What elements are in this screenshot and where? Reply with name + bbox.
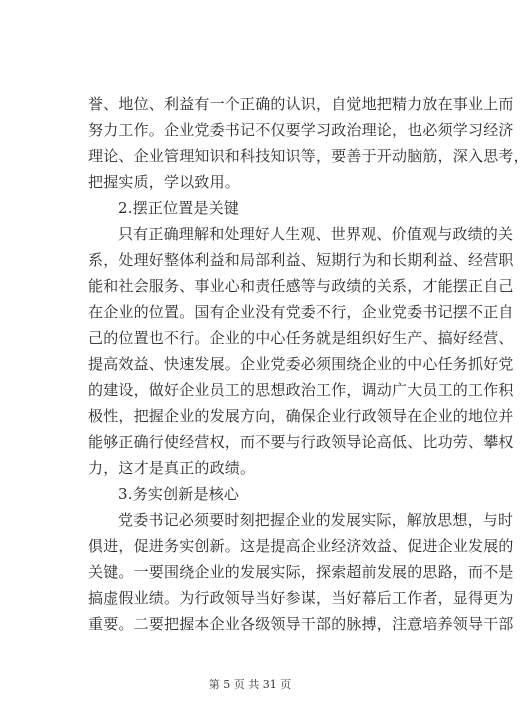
text-line: 只有正确理解和处理好人生观、世界观、价值观与政绩的关: [118, 225, 514, 243]
text-line: 己的位置也不行。企业的中心任务就是组织好生产、搞好经营、: [88, 329, 514, 347]
text-line: 在企业的位置。国有企业没有党委不行，企业党委书记摆不正自: [88, 303, 514, 321]
text-line: 力，这才是真正的政绩。: [88, 459, 256, 477]
text-line: 重要。二要把握本企业各级领导干部的脉搏，注意培养领导干部: [88, 615, 514, 633]
page-number: 第 5 页 共 31 页: [208, 678, 292, 691]
text-line: 誉、地位、利益有一个正确的认识，自觉地把精力放在事业上而: [88, 95, 514, 113]
text-line: 能和社会服务、事业心和责任感等与政绩的关系，才能摆正自己: [88, 277, 514, 295]
text-line: 能够正确行使经营权，而不要与行政领导论高低、比功劳、攀权: [88, 433, 514, 451]
text-line: 关键。一要围绕企业的发展实际，探索超前发展的思路，而不是: [88, 563, 514, 581]
text-line: 的建设，做好企业员工的思想政治工作，调动广大员工的工作积: [88, 381, 514, 399]
text-line: 理论、企业管理知识和科技知识等，要善于开动脑筋，深入思考，: [88, 147, 529, 165]
section-heading: 2.摆正位置是关键: [118, 199, 240, 217]
text-line: 极性，把握企业的发展方向，确保企业行政领导在企业的地位并: [88, 407, 514, 425]
text-line: 搞虚假业绩。为行政领导当好参谋，当好幕后工作者，显得更为: [88, 589, 514, 607]
text-line: 俱进，促进务实创新。这是提高企业经济效益、促进企业发展的: [88, 537, 514, 555]
text-line: 把握实质，学以致用。: [88, 173, 241, 191]
text-line: 努力工作。企业党委书记不仅要学习政治理论，也必须学习经济: [88, 121, 514, 139]
text-line: 系，处理好整体利益和局部利益、短期行为和长期利益、经营职: [88, 251, 514, 269]
section-heading: 3.务实创新是核心: [118, 485, 240, 503]
body-text: [88, 91, 529, 637]
text-line: 提高效益、快速发展。企业党委必须围绕企业的中心任务抓好党: [88, 355, 514, 373]
text-line: 党委书记必须要时刻把握企业的发展实际，解放思想，与时: [118, 511, 514, 529]
